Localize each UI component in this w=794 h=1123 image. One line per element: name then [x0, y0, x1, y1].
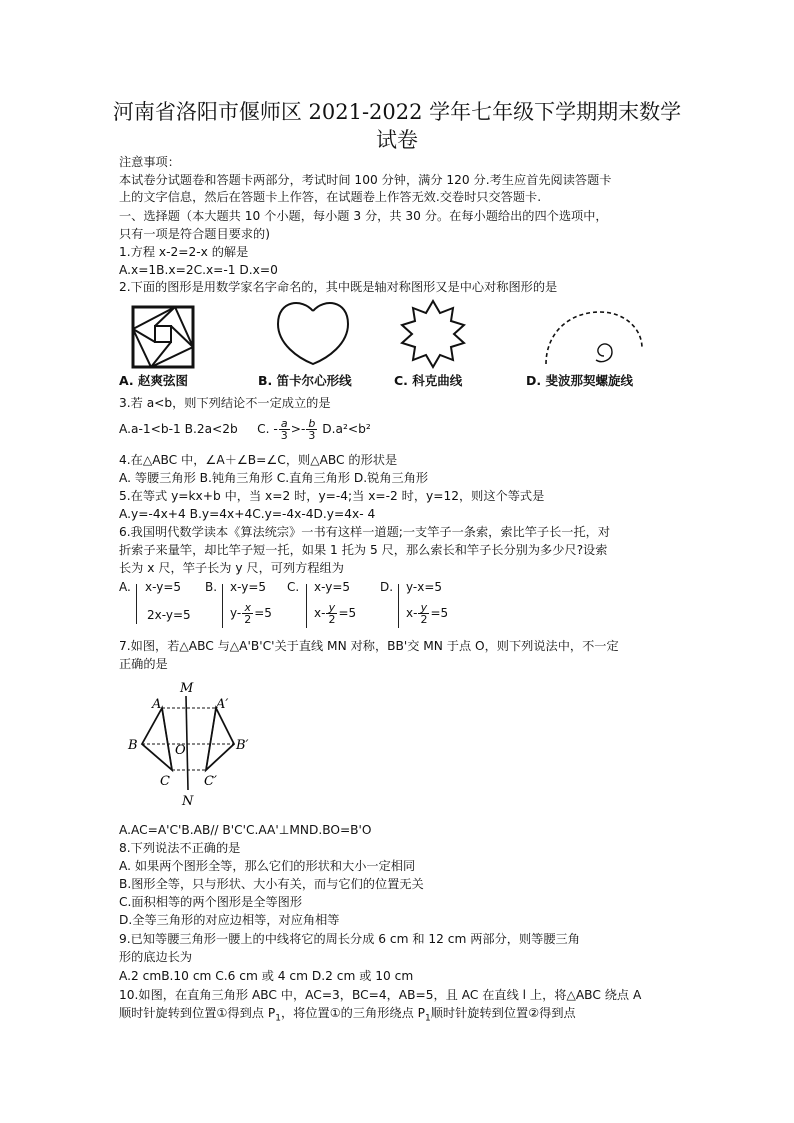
q6-label-c: C.	[287, 580, 300, 594]
q6-line3: 长为 x 尺，竿子长为 y 尺，可列方程组为	[119, 561, 344, 575]
label-a: A	[152, 697, 162, 712]
q10-line2-part3: 顺时针旋转到位置②得到点	[430, 1006, 576, 1020]
q3-frac-b	[306, 418, 317, 441]
q8-stem: 8.下列说法不正确的是	[119, 841, 241, 855]
q6-brace-c	[306, 584, 312, 628]
symmetry-figure	[124, 678, 264, 810]
exam-title-line2: 试卷	[376, 128, 418, 152]
notes-line2: 上的文字信息，然后在答题卡上作答，在试题卷上作答无效.交卷时只交答题卡.	[119, 190, 542, 204]
triangle-abc-prime	[206, 708, 234, 770]
q6-a-top: x-y=5	[145, 580, 182, 594]
q10-line1: 10.如图，在直角三角形 ABC 中，AC=3，BC=4，AB=5，且 AC 在直线 l 上，将△ABC 绕点 A	[119, 988, 642, 1002]
q10-line2	[119, 1005, 576, 1026]
q6-d-bot	[406, 602, 448, 625]
q6-d-frac-num: y	[418, 602, 429, 614]
q4-stem: 4.在△ABC 中，∠A＋∠B=∠C，则△ABC 的形状是	[119, 453, 398, 467]
fibonacci-spiral-diagram	[538, 306, 648, 368]
q3-frac-b-den: 3	[308, 429, 316, 442]
notice-label: 注意事项：	[119, 155, 180, 169]
q6-b-frac	[242, 602, 253, 625]
q10-line2-sub1: 1	[275, 1013, 281, 1024]
zhao-shuang-diagram	[130, 304, 206, 370]
koch-curve-diagram	[396, 298, 470, 370]
q6-b-top: x-y=5	[230, 580, 267, 594]
q6-c-frac-num: y	[326, 602, 337, 614]
q6-b-bot-suffix: =5	[254, 606, 272, 620]
label-n: N	[182, 794, 194, 809]
q6-b-frac-den: 2	[244, 613, 252, 626]
q3-option-c-mid: >-	[290, 422, 306, 436]
label-b: B	[128, 738, 138, 753]
q6-line1: 6.我国明代数学读本《算法统宗》一书有这样一道题;一支竿子一条索，索比竿子长一托，对	[119, 525, 611, 539]
q5-options: A.y=-4x+4 B.y=4x+4C.y=-4x-4D.y=4x- 4	[119, 507, 376, 521]
q2-caption-d: D. 斐波那契螺旋线	[526, 373, 633, 388]
q1-stem: 1.方程 x-2=2-x 的解是	[119, 245, 249, 259]
q6-d-frac-den: 2	[420, 613, 428, 626]
label-b-prime: B′	[236, 738, 249, 753]
q9-line2: 形的底边长为	[119, 950, 193, 964]
q4-options: A. 等腰三角形 B.钝角三角形 C.直角三角形 D.锐角三角形	[119, 471, 429, 485]
q6-c-frac-den: 2	[328, 613, 336, 626]
label-m: M	[180, 681, 194, 696]
q6-c-frac	[326, 602, 337, 625]
q3-stem: 3.若 a<b，则下列结论不一定成立的是	[119, 396, 331, 410]
q10-line2-part1: 顺时针旋转到位置①得到点 P	[119, 1006, 276, 1020]
q6-label-d: D.	[380, 580, 394, 594]
section1-line2: 只有一项是符合题目要求的)	[119, 227, 271, 241]
q6-label-a: A.	[119, 580, 131, 594]
q3-option-d: D.a²<b²	[322, 422, 371, 436]
q1-options: A.x=1B.x=2C.x=-1 D.x=0	[119, 263, 278, 277]
q9-options: A.2 cmB.10 cm C.6 cm 或 4 cm D.2 cm 或 10 cm	[119, 969, 414, 983]
section1-line1: 一、选择题（本大题共 10 个小题，每小题 3 分，共 30 分。在每小题给出的四个选项中，	[119, 209, 608, 223]
q3-frac-a	[279, 418, 290, 441]
q6-d-frac	[418, 602, 429, 625]
q7-line1: 7.如图，若△ABC 与△A'B'C'关于直线 MN 对称，BB'交 MN 于点 O，则下列说法中，不一定	[119, 639, 619, 653]
q2-caption-a: A. 赵爽弦图	[119, 373, 189, 388]
q5-stem: 5.在等式 y=kx+b 中，当 x=2 时，y=-4;当 x=-2 时，y=12，则这个等式是	[119, 489, 545, 503]
cardioid-diagram	[272, 298, 354, 370]
q3-frac-a-num: a	[279, 418, 290, 430]
q6-d-bot-suffix: =5	[430, 606, 449, 620]
q6-b-bot	[230, 602, 272, 625]
q6-a-bot: 2x-y=5	[147, 608, 191, 622]
q9-line1: 9.已知等腰三角形一腰上的中线将它的周长分成 6 cm 和 12 cm 两部分，则等腰三角	[119, 932, 580, 946]
q6-b-frac-num: x	[242, 602, 253, 614]
q6-brace-a	[136, 584, 142, 624]
label-c-prime: C′	[204, 774, 217, 789]
q3-option-ab: A.a-1<b-1 B.2a<2b	[119, 422, 238, 436]
q10-line2-sub2: 1	[424, 1013, 431, 1024]
q7-line2: 正确的是	[119, 657, 168, 671]
q2-caption-c: C. 科克曲线	[394, 373, 463, 388]
label-o: O	[175, 743, 186, 758]
q6-brace-d	[398, 584, 404, 628]
q3-frac-a-den: 3	[280, 429, 288, 442]
q6-line2: 折索子来量竿，却比竿子短一托，如果 1 托为 5 尺，那么索长和竿子长分别为多少尺?设索	[119, 543, 608, 557]
q6-label-b: B.	[205, 580, 218, 594]
exam-title-line1: 河南省洛阳市偃师区 2021-2022 学年七年级下学期期末数学	[112, 100, 682, 124]
q6-d-bot-prefix: x-	[406, 606, 418, 620]
q2-caption-b: B. 笛卡尔心形线	[258, 373, 352, 388]
q3-option-c-prefix: C. -	[257, 422, 278, 436]
q6-d-top: y-x=5	[406, 580, 443, 594]
q7-options: A.AC=A'C'B.AB// B'C'C.AA'⊥MND.BO=B'O	[119, 823, 372, 837]
q6-brace-b	[222, 584, 228, 628]
line-mn	[186, 696, 188, 790]
q3-frac-b-num: b	[306, 418, 317, 430]
q6-c-bot-prefix: x-	[314, 606, 326, 620]
label-a-prime: A′	[216, 697, 229, 712]
q6-c-top: x-y=5	[314, 580, 351, 594]
q6-b-bot-prefix: y-	[230, 606, 242, 620]
q3-options	[119, 416, 371, 442]
q8-option-a: A. 如果两个图形全等，那么它们的形状和大小一定相同	[119, 859, 416, 873]
q6-c-bot	[314, 602, 356, 625]
q8-option-b: B.图形全等，只与形状、大小有关，而与它们的位置无关	[119, 877, 424, 891]
notes-line1: 本试卷分试题卷和答题卡两部分，考试时间 100 分钟，满分 120 分.考生应首先阅读答题卡	[119, 173, 612, 187]
label-c: C	[160, 774, 170, 789]
q6-c-bot-suffix: =5	[338, 606, 357, 620]
q8-option-c: C.面积相等的两个图形是全等图形	[119, 895, 303, 909]
q10-line2-part2: ，将位置①的三角形绕点 P	[280, 1006, 425, 1020]
q8-option-d: D.全等三角形的对应边相等，对应角相等	[119, 913, 340, 927]
q2-stem: 2.下面的图形是用数学家名字命名的，其中既是轴对称图形又是中心对称图形的是	[119, 280, 558, 294]
